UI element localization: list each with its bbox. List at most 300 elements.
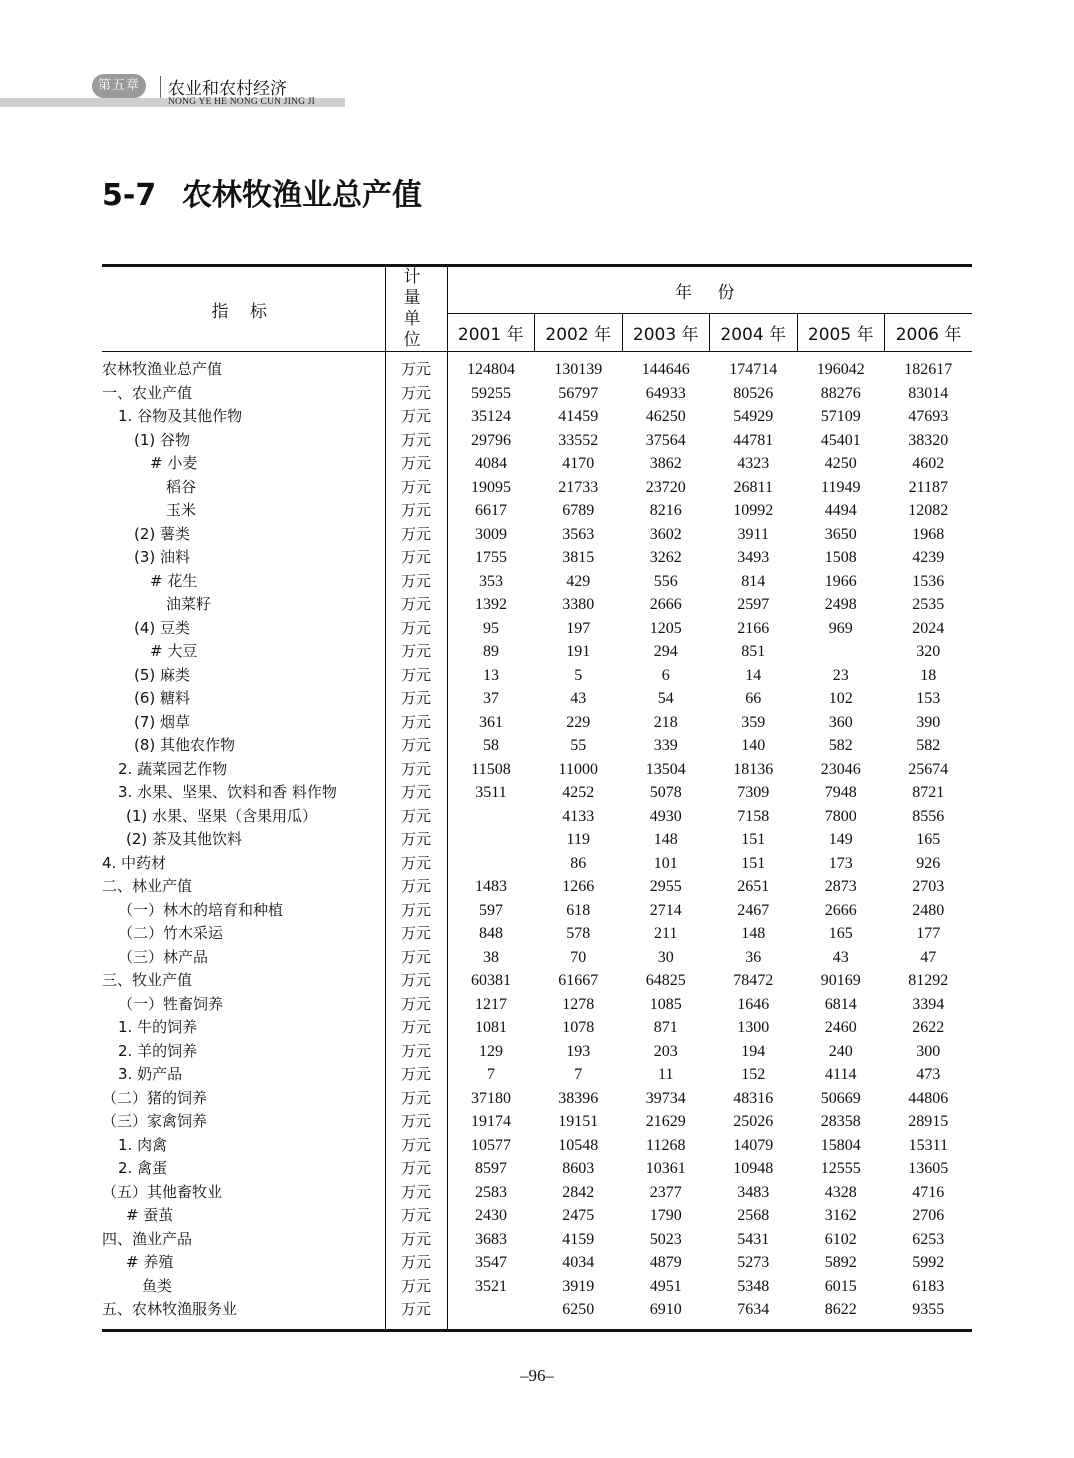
row-value: 4252 xyxy=(562,784,595,801)
row-value: 2955 xyxy=(649,878,682,895)
row-value: 14079 xyxy=(733,1136,774,1154)
header-unit-bottom: 单 位 xyxy=(403,309,429,350)
row-value: 140 xyxy=(741,737,766,754)
row-value: 152 xyxy=(741,1066,766,1083)
row-unit: 万元 xyxy=(385,711,447,735)
row-indicator: （五）其他畜牧业 xyxy=(102,1182,223,1201)
row-value: 18 xyxy=(920,666,937,684)
row-value: 320 xyxy=(916,643,941,660)
row-value: 70 xyxy=(570,948,587,966)
row-value: 300 xyxy=(916,1042,941,1060)
row-indicator: 三、牧业产值 xyxy=(102,971,193,989)
row-indicator: 一、农业产值 xyxy=(102,383,193,402)
row-value: 37564 xyxy=(645,431,686,449)
row-value: 153 xyxy=(916,690,941,707)
row-unit: 万元 xyxy=(385,1016,447,1040)
row-value: 81292 xyxy=(908,972,949,989)
header-year: 2004 年 xyxy=(710,314,798,352)
row-unit: 万元 xyxy=(385,429,447,453)
row-value: 12555 xyxy=(820,1160,861,1177)
row-value: 13 xyxy=(483,666,499,684)
row-value: 1536 xyxy=(912,572,945,590)
table-row xyxy=(102,711,972,735)
row-value: 2666 xyxy=(649,596,682,613)
row-value: 83014 xyxy=(908,384,949,402)
table-row xyxy=(102,499,972,523)
row-value: 3815 xyxy=(562,549,595,566)
row-value: 2597 xyxy=(737,596,770,613)
row-value: 6250 xyxy=(535,1298,623,1330)
row-value: 124804 xyxy=(467,361,515,378)
row-value: 6814 xyxy=(824,995,857,1013)
row-indicator: 3. 水果、坚果、饮料和香 料作物 xyxy=(118,783,337,801)
header-unit-top: 计 量 xyxy=(403,267,429,308)
header-year: 2006 年 xyxy=(885,314,973,352)
table-row xyxy=(102,476,972,500)
row-value: 101 xyxy=(653,854,678,872)
row-value: 3650 xyxy=(824,525,857,543)
row-indicator: # 大豆 xyxy=(150,642,198,660)
row-value: 8721 xyxy=(912,784,945,801)
header-year: 2003 年 xyxy=(622,314,710,352)
row-unit: 万元 xyxy=(385,1110,447,1134)
row-indicator: (8) 其他农作物 xyxy=(134,736,236,754)
row-value: 46250 xyxy=(645,408,686,425)
row-value: 2651 xyxy=(737,878,770,895)
row-value: 4602 xyxy=(912,455,945,472)
chapter-badge: 第五章 xyxy=(92,74,146,98)
row-indicator: 1. 谷物及其他作物 xyxy=(118,407,243,425)
row-value: 25026 xyxy=(733,1113,774,1130)
table-row xyxy=(102,1040,972,1064)
row-value: 7800 xyxy=(824,807,857,825)
row-value: 3162 xyxy=(824,1207,857,1224)
row-value: 4494 xyxy=(824,502,857,519)
row-unit: 万元 xyxy=(385,899,447,923)
row-value: 59255 xyxy=(471,384,511,402)
header-unit xyxy=(385,266,447,352)
row-unit: 万元 xyxy=(385,1063,447,1087)
row-unit: 万元 xyxy=(385,1134,447,1158)
row-indicator: 农林牧渔业总产值 xyxy=(102,360,223,378)
row-value: 151 xyxy=(741,831,766,848)
data-table xyxy=(102,264,972,1332)
row-value: 5992 xyxy=(912,1254,945,1271)
row-value: 9355 xyxy=(885,1298,973,1330)
row-value: 21187 xyxy=(908,478,948,496)
row-value: 23 xyxy=(832,666,849,684)
row-value: 174714 xyxy=(729,361,778,378)
row-value: 4133 xyxy=(562,807,595,825)
row-indicator: 4. 中药材 xyxy=(102,853,167,872)
row-value: 6253 xyxy=(912,1230,945,1248)
table-row xyxy=(102,828,972,852)
row-value: 4879 xyxy=(649,1254,682,1271)
row-value: 3521 xyxy=(475,1277,507,1295)
row-value: 177 xyxy=(916,925,941,942)
row-value: 149 xyxy=(828,831,853,848)
row-unit: 万元 xyxy=(385,781,447,805)
row-unit: 万元 xyxy=(385,405,447,429)
row-indicator: (3) 油料 xyxy=(134,548,191,566)
row-value: 23720 xyxy=(645,478,686,496)
row-value: 969 xyxy=(828,619,853,637)
row-value xyxy=(797,640,885,664)
row-value: 1392 xyxy=(475,596,507,613)
row-value: 10577 xyxy=(471,1136,511,1154)
row-value: 95 xyxy=(483,619,499,637)
row-value: 44781 xyxy=(733,431,774,449)
row-value: 1483 xyxy=(475,878,507,895)
row-unit: 万元 xyxy=(385,805,447,829)
row-value: 3919 xyxy=(562,1277,595,1295)
row-indicator: # 小麦 xyxy=(150,454,198,472)
row-value: 578 xyxy=(566,925,591,942)
row-value: 129 xyxy=(479,1042,503,1060)
row-value: 1266 xyxy=(562,878,595,895)
table-row xyxy=(102,1016,972,1040)
row-value: 353 xyxy=(479,572,503,590)
row-value: 102 xyxy=(828,690,853,707)
row-value: 197 xyxy=(566,619,591,637)
row-value: 86 xyxy=(570,854,587,872)
row-value: 618 xyxy=(566,901,591,919)
row-value: 203 xyxy=(653,1042,678,1060)
row-unit: 万元 xyxy=(385,640,447,664)
table-body xyxy=(102,352,972,1331)
table-row xyxy=(102,805,972,829)
row-indicator: 五、农林牧渔服务业 xyxy=(102,1298,385,1330)
row-value: 3547 xyxy=(475,1254,507,1271)
row-unit: 万元 xyxy=(385,593,447,617)
row-value: 13605 xyxy=(908,1160,949,1177)
row-value: 43 xyxy=(832,948,849,966)
row-indicator: # 养殖 xyxy=(126,1253,174,1271)
row-indicator: # 花生 xyxy=(150,571,198,590)
table-row xyxy=(102,781,972,805)
row-value: 3493 xyxy=(737,549,770,566)
row-value: 3380 xyxy=(562,596,595,613)
row-unit: 万元 xyxy=(385,1251,447,1275)
row-indicator: （二）竹木采运 xyxy=(118,924,224,942)
row-value: 56797 xyxy=(558,384,599,402)
table-row xyxy=(102,1275,972,1299)
row-value: 45401 xyxy=(820,431,861,449)
row-value: 1968 xyxy=(912,525,945,543)
row-value: 4250 xyxy=(824,455,857,472)
row-value: 5892 xyxy=(824,1254,857,1271)
row-value: 2873 xyxy=(824,878,857,895)
row-value: 144646 xyxy=(641,361,690,378)
row-value: 359 xyxy=(741,713,766,731)
row-value: 229 xyxy=(566,713,591,731)
row-indicator: (4) 豆类 xyxy=(134,618,191,637)
row-value: 28358 xyxy=(820,1113,861,1130)
row-value: 3602 xyxy=(649,525,682,543)
table-row xyxy=(102,523,972,547)
row-value: 4034 xyxy=(562,1254,595,1271)
row-unit: 万元 xyxy=(385,758,447,782)
table-row xyxy=(102,640,972,664)
row-unit: 万元 xyxy=(385,993,447,1017)
row-indicator: (7) 烟草 xyxy=(134,712,191,731)
row-unit: 万元 xyxy=(385,523,447,547)
running-header xyxy=(0,70,1074,112)
row-value: 4170 xyxy=(562,455,595,472)
row-value: 1085 xyxy=(649,995,682,1013)
row-value: 218 xyxy=(653,713,678,731)
table-row xyxy=(102,1134,972,1158)
row-value: 1790 xyxy=(649,1207,682,1224)
row-indicator: 2. 羊的饲养 xyxy=(118,1041,198,1060)
row-value: 1278 xyxy=(562,995,595,1013)
row-value: 851 xyxy=(741,643,766,660)
table-row xyxy=(102,429,972,453)
row-value: 6183 xyxy=(912,1277,945,1295)
row-value: 7634 xyxy=(710,1298,798,1330)
row-indicator: 稻谷 xyxy=(166,477,197,496)
row-value: 2024 xyxy=(912,619,945,637)
table-row xyxy=(102,593,972,617)
row-value: 5 xyxy=(574,666,583,684)
row-value: 8556 xyxy=(912,807,945,825)
table-row xyxy=(102,1110,972,1134)
row-value: 4159 xyxy=(562,1230,595,1248)
row-value: 35124 xyxy=(471,408,511,425)
row-value: 36 xyxy=(745,948,762,966)
header-year: 2002 年 xyxy=(535,314,623,352)
table-row xyxy=(102,1063,972,1087)
table-row xyxy=(102,1181,972,1205)
row-indicator: （一）林木的培育和种植 xyxy=(118,900,284,919)
row-unit: 万元 xyxy=(385,476,447,500)
row-indicator: 四、渔业产品 xyxy=(102,1229,193,1248)
row-value: 50669 xyxy=(820,1089,861,1107)
row-value: 43 xyxy=(570,690,587,707)
row-value: 2498 xyxy=(824,596,857,613)
row-value: 10548 xyxy=(558,1136,599,1154)
row-value: 3911 xyxy=(737,525,769,543)
row-value: 4951 xyxy=(649,1277,682,1295)
row-value: 339 xyxy=(653,737,678,754)
row-indicator: 1. 牛的饲养 xyxy=(118,1018,198,1036)
row-value: 5273 xyxy=(737,1254,770,1271)
row-value: 3511 xyxy=(475,784,507,801)
row-value: 2460 xyxy=(824,1019,857,1036)
row-value: 29796 xyxy=(471,431,511,449)
table-row xyxy=(102,852,972,876)
row-value: 10992 xyxy=(733,502,774,519)
row-value: 61667 xyxy=(558,972,599,989)
row-value: 4323 xyxy=(737,455,770,472)
row-value: 165 xyxy=(916,831,941,848)
row-value: 88276 xyxy=(820,384,861,402)
row-value: 78472 xyxy=(733,972,774,989)
row-value: 2475 xyxy=(562,1207,595,1224)
row-value xyxy=(447,1298,535,1330)
row-value: 4328 xyxy=(824,1183,857,1201)
page-number: –96– xyxy=(520,1366,554,1385)
row-unit: 万元 xyxy=(385,734,447,758)
row-value: 44806 xyxy=(908,1089,949,1107)
row-value: 38320 xyxy=(908,431,949,449)
row-value: 2703 xyxy=(912,878,945,895)
header-year: 2001 年 xyxy=(447,314,535,352)
row-value: 1078 xyxy=(562,1019,595,1036)
row-value: 38396 xyxy=(558,1089,599,1107)
row-value: 193 xyxy=(566,1042,591,1060)
table-row xyxy=(102,734,972,758)
row-value: 1081 xyxy=(475,1019,507,1036)
row-value: 240 xyxy=(828,1042,853,1060)
row-value: 2714 xyxy=(649,901,682,919)
row-value: 7948 xyxy=(824,784,857,801)
row-value: 6015 xyxy=(824,1277,857,1295)
row-indicator: 3. 奶产品 xyxy=(118,1065,183,1083)
chapter-pinyin: NONG YE HE NONG CUN JING JI xyxy=(168,97,316,107)
row-unit: 万元 xyxy=(385,664,447,688)
row-indicator: (1) 水果、坚果（含果用瓜） xyxy=(126,806,318,825)
row-value: 871 xyxy=(653,1019,678,1036)
row-indicator: 二、林业产值 xyxy=(102,877,193,895)
row-value: 3862 xyxy=(649,455,682,472)
table-title xyxy=(102,170,422,214)
row-value: 473 xyxy=(916,1066,941,1083)
row-indicator: 油菜籽 xyxy=(166,595,212,613)
header-divider xyxy=(160,76,161,98)
row-value: 5078 xyxy=(649,784,682,801)
row-value: 28915 xyxy=(908,1113,949,1130)
row-value: 48316 xyxy=(733,1089,774,1107)
row-value: 58 xyxy=(483,737,499,754)
row-value: 1508 xyxy=(824,549,857,566)
row-value: 194 xyxy=(741,1042,766,1060)
row-indicator: 2. 禽蛋 xyxy=(118,1159,168,1177)
table-row xyxy=(102,875,972,899)
row-value: 15804 xyxy=(820,1136,861,1154)
row-value: 3009 xyxy=(475,525,507,543)
row-unit: 万元 xyxy=(385,969,447,993)
data-table-wrapper xyxy=(102,264,972,1332)
table-row xyxy=(102,617,972,641)
row-indicator: （三）林产品 xyxy=(118,947,209,966)
row-unit: 万元 xyxy=(385,499,447,523)
row-value: 4114 xyxy=(825,1066,857,1083)
row-value: 66 xyxy=(745,690,762,707)
row-indicator: (6) 糖料 xyxy=(134,689,191,707)
row-value: 55 xyxy=(570,737,587,754)
row-value: 90169 xyxy=(820,972,861,989)
header-indicator: 指 标 xyxy=(102,266,385,352)
row-value: 64933 xyxy=(645,384,686,402)
row-unit: 万元 xyxy=(385,687,447,711)
row-value: 211 xyxy=(654,925,678,942)
row-value: 4084 xyxy=(475,455,507,472)
row-value: 11 xyxy=(658,1066,674,1083)
row-value: 11268 xyxy=(646,1136,686,1154)
row-value: 64825 xyxy=(645,972,686,989)
row-value: 582 xyxy=(828,737,853,754)
row-value: 361 xyxy=(479,713,503,731)
row-value: 556 xyxy=(653,572,678,590)
row-unit: 万元 xyxy=(385,570,447,594)
row-value: 6102 xyxy=(824,1230,857,1248)
row-value: 2166 xyxy=(737,619,770,637)
row-unit: 万元 xyxy=(385,1157,447,1181)
row-value: 57109 xyxy=(820,408,861,425)
row-value: 173 xyxy=(828,854,853,872)
row-value: 6617 xyxy=(475,502,507,519)
row-value: 38 xyxy=(483,948,499,966)
row-value: 7158 xyxy=(737,807,770,825)
row-value: 12082 xyxy=(908,502,949,519)
row-value: 15311 xyxy=(908,1136,948,1154)
row-value: 30 xyxy=(657,948,674,966)
row-value: 1217 xyxy=(475,995,507,1013)
row-value: 21629 xyxy=(645,1113,686,1130)
row-value: 1300 xyxy=(737,1019,770,1036)
row-unit: 万元 xyxy=(385,1204,447,1228)
row-indicator: （一）牲畜饲养 xyxy=(118,994,224,1013)
row-value: 182617 xyxy=(904,361,953,378)
table-row xyxy=(102,946,972,970)
row-value: 2535 xyxy=(912,596,945,613)
row-value: 130139 xyxy=(554,361,603,378)
row-unit: 万元 xyxy=(385,1298,447,1330)
row-indicator: (1) 谷物 xyxy=(134,430,191,449)
table-row xyxy=(102,969,972,993)
row-unit: 万元 xyxy=(385,1275,447,1299)
row-value: 54 xyxy=(657,690,674,707)
row-unit: 万元 xyxy=(385,1181,447,1205)
table-row xyxy=(102,1228,972,1252)
table-row xyxy=(102,452,972,476)
row-value: 3262 xyxy=(649,549,682,566)
table-row xyxy=(102,405,972,429)
row-indicator: 玉米 xyxy=(166,501,197,519)
table-row xyxy=(102,922,972,946)
table-row xyxy=(102,687,972,711)
row-value: 2583 xyxy=(475,1183,507,1201)
table-row xyxy=(102,1087,972,1111)
row-value: 18136 xyxy=(733,760,774,778)
row-value: 151 xyxy=(741,854,766,872)
row-value: 37 xyxy=(483,690,499,707)
table-row xyxy=(102,1157,972,1181)
row-value: 119 xyxy=(566,831,590,848)
table-row xyxy=(102,382,972,406)
row-value: 3683 xyxy=(475,1230,507,1248)
row-value: 2842 xyxy=(562,1183,595,1201)
row-value: 33552 xyxy=(558,431,599,449)
row-value xyxy=(447,828,535,852)
row-value: 2666 xyxy=(824,901,857,919)
row-value: 597 xyxy=(479,901,503,919)
table-title-text: 农林牧渔业总产值 xyxy=(182,178,422,213)
row-value: 360 xyxy=(828,713,853,731)
row-value: 848 xyxy=(479,925,503,942)
row-unit: 万元 xyxy=(385,828,447,852)
row-value: 294 xyxy=(653,643,678,660)
row-value: 165 xyxy=(828,925,853,942)
row-value xyxy=(447,805,535,829)
row-value: 3483 xyxy=(737,1183,770,1201)
row-unit: 万元 xyxy=(385,852,447,876)
row-unit: 万元 xyxy=(385,922,447,946)
table-row xyxy=(102,664,972,688)
row-value: 3563 xyxy=(562,525,595,543)
row-value: 19174 xyxy=(471,1113,511,1130)
